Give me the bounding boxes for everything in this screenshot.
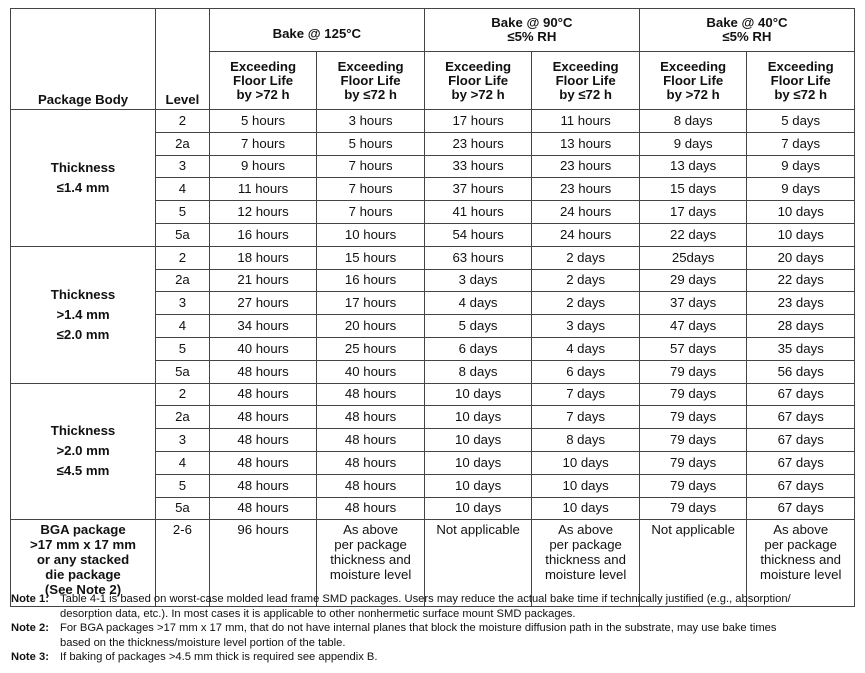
bake-time-cell: 48 hours	[209, 429, 317, 452]
bake-time-cell: 10 days	[424, 383, 532, 406]
header-level: Level	[156, 9, 210, 110]
bake-time-cell: 79 days	[639, 497, 747, 520]
header-bake-40: Bake @ 40°C ≤5% RH	[639, 9, 854, 52]
header-125-exceeding-gt: Exceeding Floor Life by >72 h	[209, 52, 317, 110]
package-body-line: >1.4 mm	[56, 306, 110, 322]
bake-time-cell: 67 days	[747, 406, 855, 429]
bake-time-cell: 56 days	[747, 360, 855, 383]
bga-90-le: As above per package thickness and moisture level	[532, 520, 640, 607]
level-cell: 2a	[156, 406, 210, 429]
bake-time-cell: 23 hours	[532, 178, 640, 201]
bake-time-cell: 57 days	[639, 337, 747, 360]
table-row	[11, 110, 855, 133]
level-cell: 5	[156, 201, 210, 224]
header-90-exceeding-gt: Exceeding Floor Life by >72 h	[424, 52, 532, 110]
bake-time-cell: 16 hours	[209, 223, 317, 246]
level-cell: 3	[156, 429, 210, 452]
bake-time-cell: 7 hours	[317, 201, 425, 224]
bake-time-cell: 16 hours	[317, 269, 425, 292]
bake-time-cell: 40 hours	[209, 337, 317, 360]
bake-time-cell: 5 hours	[317, 132, 425, 155]
header-40-exceeding-gt: Exceeding Floor Life by >72 h	[639, 52, 747, 110]
bake-time-cell: 4 days	[424, 292, 532, 315]
bake-time-cell: 7 hours	[209, 132, 317, 155]
bake-time-cell: 10 days	[747, 223, 855, 246]
bake-time-cell: 20 days	[747, 246, 855, 269]
bake-time-cell: 20 hours	[317, 315, 425, 338]
header-bake-90: Bake @ 90°C ≤5% RH	[424, 9, 639, 52]
note-2	[11, 621, 851, 650]
bake-time-cell: 5 hours	[209, 110, 317, 133]
header-90-exceeding-le: Exceeding Floor Life by ≤72 h	[532, 52, 640, 110]
bake-time-cell: 13 hours	[532, 132, 640, 155]
bake-time-cell: 25days	[639, 246, 747, 269]
bake-time-cell: 37 days	[639, 292, 747, 315]
note-line: based on the thickness/moisture level portion of the table.	[60, 636, 346, 649]
level-cell: 2	[156, 246, 210, 269]
level-cell: 3	[156, 155, 210, 178]
bake-time-cell: 48 hours	[317, 474, 425, 497]
package-body-line: ≤2.0 mm	[56, 326, 110, 342]
level-cell: 2	[156, 383, 210, 406]
table-row	[11, 246, 855, 269]
note-1	[11, 592, 851, 621]
bake-time-cell: 48 hours	[317, 497, 425, 520]
header-bake-125: Bake @ 125°C	[209, 9, 424, 52]
bake-time-cell: 3 days	[424, 269, 532, 292]
bake-time-cell: 7 days	[532, 406, 640, 429]
bake-time-cell: 63 hours	[424, 246, 532, 269]
bake-time-cell: 10 days	[532, 451, 640, 474]
note-label: Note 3:	[11, 651, 49, 663]
notes-section	[11, 592, 851, 665]
note-line: desorption data, etc.). In most cases it is applicable to other nonhermetic surface mount SMD packages.	[60, 607, 576, 620]
bake-time-cell: 54 hours	[424, 223, 532, 246]
bake-time-cell: 33 hours	[424, 155, 532, 178]
note-text	[60, 592, 851, 621]
bga-package-body: BGA package >17 mm x 17 mm or any stacked die package (See Note 2)	[11, 520, 156, 607]
bake-time-cell: 67 days	[747, 497, 855, 520]
bake-time-cell: 28 days	[747, 315, 855, 338]
bga-40-le: As above per package thickness and moisture level	[747, 520, 855, 607]
bake-time-cell: 48 hours	[317, 383, 425, 406]
bga-40-gt: Not applicable	[639, 520, 747, 607]
header-40-exceeding-le: Exceeding Floor Life by ≤72 h	[747, 52, 855, 110]
bake-time-cell: 12 hours	[209, 201, 317, 224]
bake-time-cell: 29 days	[639, 269, 747, 292]
bake-time-cell: 10 days	[424, 406, 532, 429]
package-body-line: Thickness	[50, 286, 116, 302]
bake-time-cell: 10 days	[424, 474, 532, 497]
bga-level: 2-6	[156, 520, 210, 607]
bga-90-gt: Not applicable	[424, 520, 532, 607]
bake-time-cell: 67 days	[747, 451, 855, 474]
bake-time-cell: 9 days	[747, 178, 855, 201]
level-cell: 3	[156, 292, 210, 315]
level-cell: 4	[156, 451, 210, 474]
bake-time-cell: 37 hours	[424, 178, 532, 201]
bake-time-cell: 9 days	[639, 132, 747, 155]
level-cell: 4	[156, 178, 210, 201]
bake-time-cell: 79 days	[639, 360, 747, 383]
level-cell: 5a	[156, 360, 210, 383]
package-body-line: ≤1.4 mm	[56, 179, 110, 195]
package-body-line: Thickness	[50, 159, 116, 175]
package-body-line: ≤4.5 mm	[56, 463, 110, 479]
level-cell: 5	[156, 337, 210, 360]
bake-time-cell: 67 days	[747, 383, 855, 406]
bake-time-cell: 6 days	[532, 360, 640, 383]
bake-time-cell: 7 days	[747, 132, 855, 155]
bake-table	[10, 8, 855, 607]
bake-time-cell: 6 days	[424, 337, 532, 360]
bake-time-cell: 8 days	[532, 429, 640, 452]
note-label: Note 2:	[11, 622, 49, 634]
bake-time-cell: 4 days	[532, 337, 640, 360]
note-line: Table 4-1 is based on worst-case molded lead frame SMD packages. Users may reduce the actual bake time if technically justified (e.g., absorption/	[60, 593, 791, 605]
package-body-line: >2.0 mm	[56, 443, 110, 459]
bake-time-cell: 48 hours	[209, 360, 317, 383]
bake-time-cell: 9 days	[747, 155, 855, 178]
bake-time-cell: 10 days	[424, 451, 532, 474]
bake-time-cell: 7 days	[532, 383, 640, 406]
bake-time-cell: 24 hours	[532, 201, 640, 224]
bake-time-cell: 21 hours	[209, 269, 317, 292]
bake-time-cell: 40 hours	[317, 360, 425, 383]
bake-time-cell: 23 hours	[424, 132, 532, 155]
note-line: If baking of packages >4.5 mm thick is required see appendix B.	[60, 651, 378, 663]
note-text	[60, 621, 851, 650]
bake-time-cell: 10 days	[532, 474, 640, 497]
bake-time-cell: 48 hours	[209, 406, 317, 429]
bake-time-cell: 9 hours	[209, 155, 317, 178]
bake-time-cell: 79 days	[639, 474, 747, 497]
bga-125-gt: 96 hours	[209, 520, 317, 607]
bake-time-cell: 48 hours	[209, 451, 317, 474]
bake-time-cell: 10 days	[424, 429, 532, 452]
bake-time-cell: 7 hours	[317, 178, 425, 201]
bake-time-cell: 13 days	[639, 155, 747, 178]
level-cell: 2a	[156, 269, 210, 292]
level-cell: 5a	[156, 223, 210, 246]
bake-time-cell: 11 hours	[532, 110, 640, 133]
bake-time-cell: 67 days	[747, 474, 855, 497]
bake-time-cell: 18 hours	[209, 246, 317, 269]
bake-time-cell: 17 hours	[424, 110, 532, 133]
level-cell: 4	[156, 315, 210, 338]
table-row	[11, 383, 855, 406]
bake-time-cell: 47 days	[639, 315, 747, 338]
bake-time-cell: 10 hours	[317, 223, 425, 246]
bake-time-cell: 48 hours	[209, 474, 317, 497]
package-body-line: Thickness	[50, 423, 116, 439]
bake-time-cell: 8 days	[639, 110, 747, 133]
bake-time-cell: 34 hours	[209, 315, 317, 338]
bake-time-cell: 10 days	[532, 497, 640, 520]
level-cell: 5	[156, 474, 210, 497]
bake-time-cell: 79 days	[639, 451, 747, 474]
bga-125-le: As above per package thickness and moisture level	[317, 520, 425, 607]
package-body-cell	[11, 383, 156, 520]
bake-time-cell: 22 days	[747, 269, 855, 292]
bake-time-cell: 48 hours	[209, 497, 317, 520]
header-125-exceeding-le: Exceeding Floor Life by ≤72 h	[317, 52, 425, 110]
bake-time-cell: 5 days	[424, 315, 532, 338]
bake-time-cell: 25 hours	[317, 337, 425, 360]
note-3	[11, 650, 851, 665]
bake-time-cell: 23 hours	[532, 155, 640, 178]
bake-time-cell: 10 days	[424, 497, 532, 520]
bake-time-cell: 23 days	[747, 292, 855, 315]
bake-time-cell: 17 hours	[317, 292, 425, 315]
level-cell: 5a	[156, 497, 210, 520]
bake-time-cell: 22 days	[639, 223, 747, 246]
bake-time-cell: 35 days	[747, 337, 855, 360]
bake-time-cell: 15 days	[639, 178, 747, 201]
bake-time-cell: 3 hours	[317, 110, 425, 133]
bake-time-cell: 24 hours	[532, 223, 640, 246]
bake-time-cell: 15 hours	[317, 246, 425, 269]
bake-time-cell: 2 days	[532, 269, 640, 292]
level-cell: 2a	[156, 132, 210, 155]
package-body-cell	[11, 246, 156, 383]
bake-time-cell: 11 hours	[209, 178, 317, 201]
bake-time-cell: 8 days	[424, 360, 532, 383]
bake-time-cell: 48 hours	[317, 451, 425, 474]
level-cell: 2	[156, 110, 210, 133]
bake-time-cell: 2 days	[532, 246, 640, 269]
header-row-groups	[11, 9, 855, 52]
bake-time-cell: 5 days	[747, 110, 855, 133]
bake-time-cell: 3 days	[532, 315, 640, 338]
bake-time-cell: 67 days	[747, 429, 855, 452]
bake-time-cell: 27 hours	[209, 292, 317, 315]
bake-time-cell: 17 days	[639, 201, 747, 224]
bake-time-cell: 79 days	[639, 429, 747, 452]
bake-time-cell: 10 days	[747, 201, 855, 224]
bake-time-cell: 48 hours	[209, 383, 317, 406]
bake-time-cell: 41 hours	[424, 201, 532, 224]
note-text	[60, 650, 851, 665]
bake-time-cell: 79 days	[639, 383, 747, 406]
bake-time-cell: 79 days	[639, 406, 747, 429]
bake-time-cell: 2 days	[532, 292, 640, 315]
table-body	[11, 110, 855, 520]
header-package-body: Package Body	[11, 9, 156, 110]
bake-time-cell: 7 hours	[317, 155, 425, 178]
bake-time-cell: 48 hours	[317, 406, 425, 429]
bake-time-cell: 48 hours	[317, 429, 425, 452]
note-line: For BGA packages >17 mm x 17 mm, that do not have internal planes that block the moisture diffusion path in the substrate, may use bake times	[60, 622, 777, 634]
note-label: Note 1:	[11, 593, 49, 605]
package-body-cell	[11, 110, 156, 247]
